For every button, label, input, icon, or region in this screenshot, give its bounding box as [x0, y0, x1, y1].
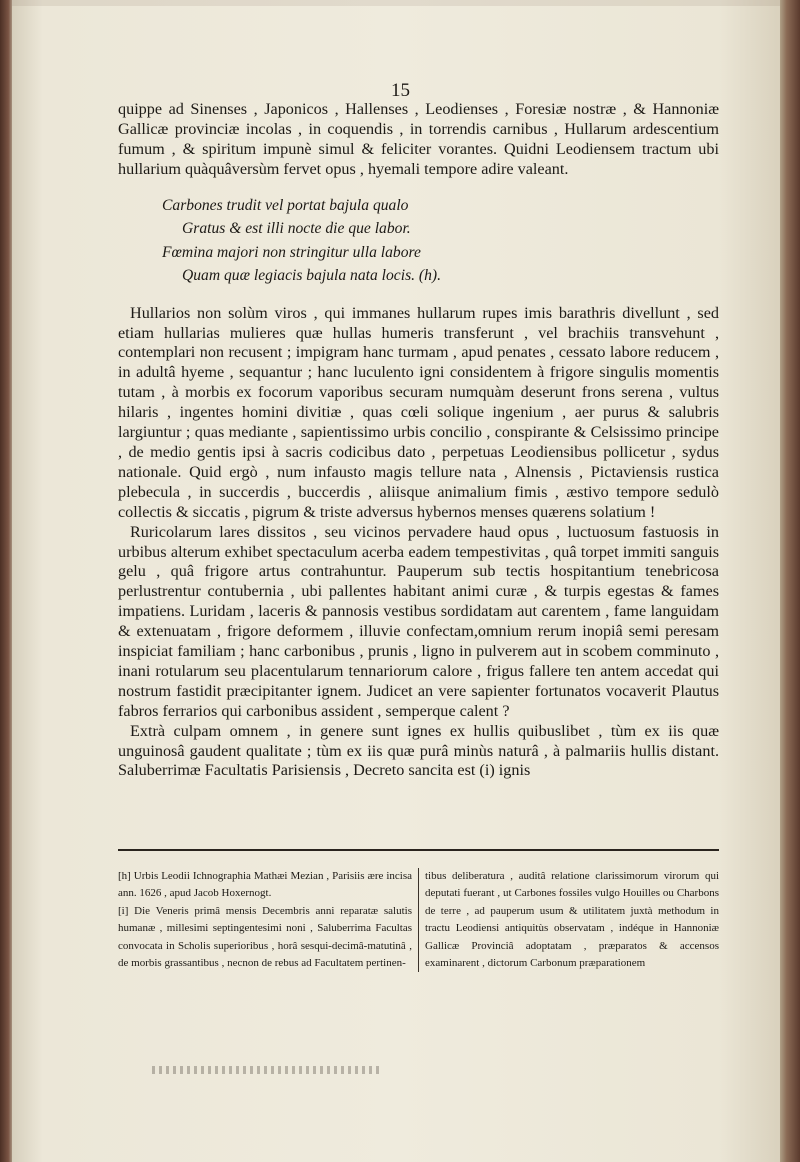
paragraph-1: quippe ad Sinenses , Japonicos , Hallenses , Leodienses , Foresiæ nostræ , & Hannoniæ Gallicæ provinciæ incolas , in coquendis , in torrendis carnibus , Hullarum ardescentium fumum , & spiritum impunè simul & feliciter vorantes. Quidni Leodiensem tractum ubi hullarium quàquâversùm fervet opus , hyemali tempore adire valeant. — [118, 100, 719, 178]
page-number: 15 — [391, 80, 410, 101]
footnote-rule — [118, 849, 719, 851]
footnotes — [118, 868, 719, 972]
paragraph-4: Extrà culpam omnem , in genere sunt ignes ex hullis quibuslibet , tùm ex iis quæ unguinosâ gaudent qualitate ; tùm ex iis quæ purâ minùs naturâ , à palmariis hullis distant. Saluberrimæ Facultatis Parisiensis , Decreto sancita est (i) ignis — [118, 721, 719, 780]
faded-print-mark — [152, 1066, 382, 1074]
verse-line-1: Carbones trudit vel portat bajula qualo — [162, 196, 409, 214]
verse-block — [118, 194, 719, 288]
book-edge-right — [778, 0, 800, 1162]
footnote-i-continued: tibus deliberatura , auditâ relatione clarissimorum virorum qui deputati fuerant , ut Carbones fossiles vulgo Houilles ou Charbons de terre , ad pauperum usum & utilitatem juxtà methodum in tractu Leodiensi antiquitùs observatam , indéque in Hannoniæ Gallicæ Provinciâ adoptatam , præparatos & accensos examinarent , dictorum Carbonum præparationem — [425, 870, 719, 970]
main-text — [118, 100, 719, 781]
paragraph-2: Hullarios non solùm viros , qui immanes hullarum rupes imis barathris divellunt , sed etiam hullarias mulieres quæ hullas humeris transferunt , vel brachiis transvehunt , contemplari non recusent ; impigram hanc turmam , apud penates , cessato labore reducem , in adultâ hyeme , sequantur ; hanc luculento igni considentem à frigore singulis momentis tutam , à morbis ex focorum vaporibus securam numquàm deserunt frons serena , vultus hilaris , ingentes homini divitiæ , quas cœli solique ingenium , aer purus & salubris largiuntur ; quas mediante , sapientissimo urbis concilio , conspirante & Celsissimo principe , de medio gentis ipsi à sacris codicibus dato , perpetuas Leodiensibus pollicetur , sydus nationale. Quid ergò , num infausto magis tellure nata , Alnensis , Pictaviensis rustica plebecula , in succerdis , buccerdis , aliisque animalium fimis , æstivo tempore sedulò collectis & siccatis , pigrum & triste adversus hybernos menses quærens solatium ! — [118, 303, 719, 521]
footnote-column-left — [118, 868, 418, 972]
paragraph-3: Ruricolarum lares dissitos , seu vicinos pervadere haud opus , luctuosum fastuosis in urbibus alterum exhibet spectaculum acerba eadem tempestivitas , quâ torpet immiti sanguis gelu , quâ frigore artus contrahuntur. Pauperum sub tectis hospitantium tenebricosa perlustrentur contubernia , ubi pallentes habitant animi curæ , & turpis egestas & fames impatiens. Luridam , laceris & pannosis vestibus sordidatam aut carentem , fame languidam & extenuatam , frigore deformem , illuvie confectam,omnium rerum inopiâ semi peresam inspiciat familiam ; hanc carbonibus , prunis , ligno in pulverem aut in scobem comminuto , inani rotularum seu placentularum tennariorum calore , frigus fallere ten antem accedat qui nostrum fastidit præcipitanter ignem. Judicet an vere sapienter fortunatos vocaverit Plautus fabros ferrarios qui carbonibus assident , semperque calent ? — [118, 522, 719, 720]
page-top-shadow — [12, 0, 780, 6]
verse-line-2: Gratus & est illi nocte die que labor. — [182, 220, 411, 238]
footnote-column-right — [418, 868, 719, 972]
footnote-i: [i] Die Veneris primâ mensis Decembris anni reparatæ salutis humanæ , millesimi septingentesimi noni , Saluberrima Facultas convocata in Scholis superioribus , horâ sesqui-decimâ-matutinâ , de morbis grassantibus , necnon de rebus ad Facultatem pertinen- — [118, 904, 412, 970]
verse-line-4: Quam quæ legiacis bajula nata locis. (h). — [182, 267, 442, 285]
book-page — [12, 0, 780, 1162]
verse-line-3: Fœmina majori non stringitur ulla labore — [162, 243, 421, 261]
footnote-h: [h] Urbis Leodii Ichnographia Mathæi Mezian , Parisiis ære incisa ann. 1626 , apud Jacob Hoxernogt. — [118, 870, 412, 900]
